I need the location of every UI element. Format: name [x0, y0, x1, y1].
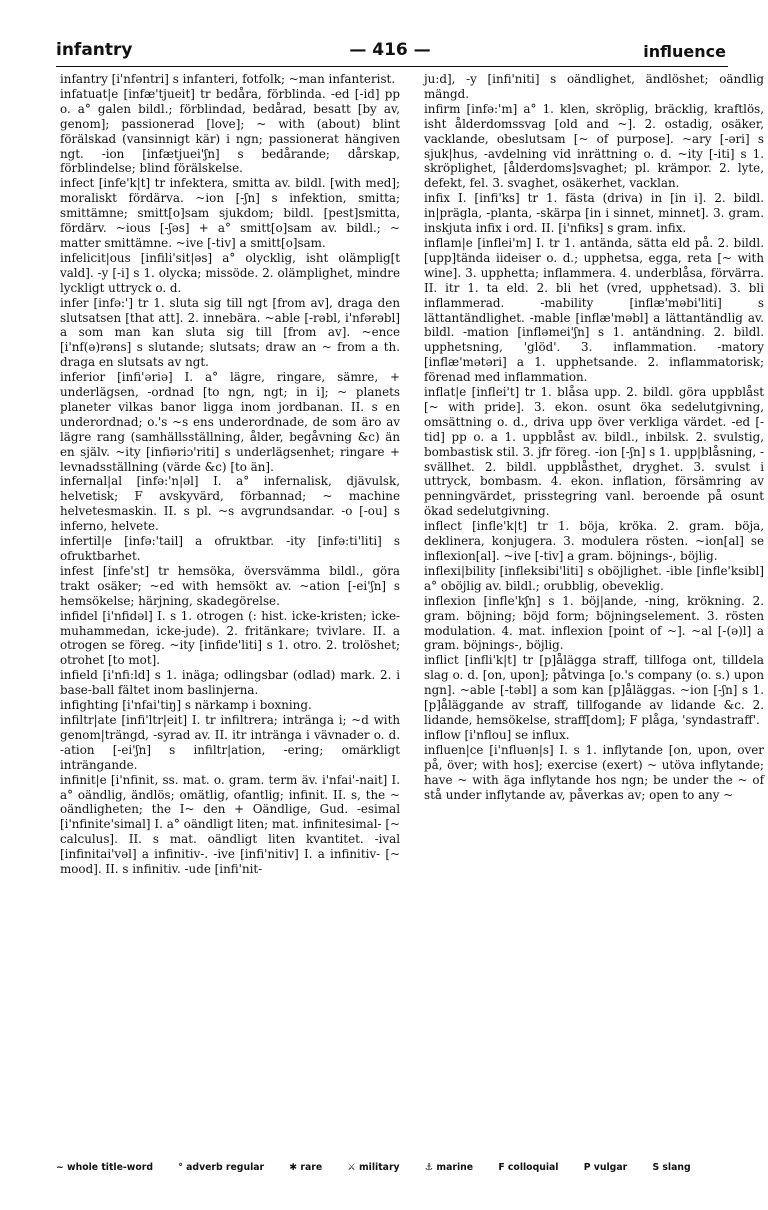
- entry: infinit|e [i'nfinit, ss. mat. o. gram. term äv. i'nfai'-nait] I. a° oändlig, ändlös; omätlig, ofantlig; infinit. II. s, the ~ oändligheten; the I~ den + Oändlige, Gud. -esimal [i'nfinite'simal] I. a° oändligt liten; mat. infinitesimal- [~ calculus]. II. s mat. oändligt liten kvantitet. -ival [infinitai'vəl] a infinitiv-. -ive [infi'nitiv] I. a infinitiv- [~ mood]. II. s infinitiv. -ude [infi'nit-: [60, 772, 400, 877]
- entry: infer [infə:'] tr 1. sluta sig till ngt [from av], draga den slutsatsen [that att]. 2. innebära. ~able [-rəbl, i'nfərəbl] a som man kan sluta sig till [from av]. ~ence [i'nf(ə)rəns] s slutande; slutsats; draw an ~ from a th. draga en slutsats av ngt.: [60, 295, 400, 370]
- entry: inflam|e [inflei'm] I. tr 1. antända, sätta eld på. 2. bildl. [upp]tända iideiser o. d.; upphetsa, egga, reta [~ with wine]. 3. upphetta; inflammera. 4. underblåsa, förvärra. II. itr 1. ta eld. 2. bli het (vred, upphetsad). 3. bli inflammerad. -mability [inflæ'məbi'liti] s lättantändlighet. -mable [inflæ'məbl] a lättantändlig av. bildl. -mation [infləmei'ʃn] s 1. antändning. 2. bildl. upphetsning, 'glöd'. 3. inflammation. -matory [inflæ'mətəri] a 1. upphetsande. 2. inflammatorisk; förenad med inflammation.: [424, 235, 764, 385]
- right-guide-word: influence: [643, 42, 726, 61]
- entry: infantry [i'nfəntri] s infanteri, fotfolk; ~man infanterist.: [60, 72, 396, 86]
- entry: inflict [infli'k|t] tr [p]ålägga straff, tillfoga ont, tilldela slag o. d. [on, upon]; påtvinga [o.'s company (o. s.) upon ngn]. ~able [-təbl] a som kan [p]åläggas. ~ion [-ʃn] s 1. [p]åläggande av straff, tillfogande av lidande &c. 2. lidande, hemsökelse, straff[dom]; F plåga, 'syndastraff'.: [424, 653, 764, 727]
- legend-item: ⚓ marine: [424, 1162, 474, 1173]
- entry: infield [i'nfi:ld] s 1. inäga; odlingsbar (odlad) mark. 2. i base-ball fältet inom baslinjerna.: [60, 668, 400, 698]
- entry: infighting [i'nfai'tiŋ] s närkamp i boxning.: [60, 698, 312, 713]
- entry: infect [infe'k|t] tr infektera, smitta av. bildl. [with med]; moraliskt fördärva. ~ion [-ʃn] s infektion, smitta; smittämne; smitt[o]sam sjukdom; bildl. [pest]smitta, fördärv. ~ious [-ʃəs] + a° smitt[o]sam av. bildl.; ~ matter smittämne. ~ive [-tiv] a smitt[o]sam.: [60, 176, 400, 250]
- entry: inflect [infle'k|t] tr 1. böja, kröka. 2. gram. böja, deklinera, konjugera. 3. modulera rösten. ~ion[al] se inflexion[al]. ~ive [-tiv] a gram. böjnings-, böjlig.: [424, 519, 764, 563]
- page-header: [52, 36, 728, 66]
- entry: inflexion [infle'kʃn] s 1. böj|ande, -ning, krökning. 2. gram. böjning; böjd form; böjningselement. 3. rösten modulation. 4. mat. inflexion [point of ~]. ~al [-(ə)l] a gram. böjnings-, böjlig.: [424, 593, 764, 653]
- entry: inflow [i'nflou] se influx.: [424, 727, 570, 742]
- legend-item: ° adverb regular: [178, 1162, 265, 1173]
- legend-item: ~ whole title-word: [56, 1162, 153, 1173]
- entry: infatuat|e [infæ'tjueit] tr bedåra, förblinda. -ed [-id] pp o. a° galen bildl.; förblindad, bedårad, besatt [by av, genom]; passionerad [love]; ~ with (about) blint förälskad (vansinnigt kär) i ngn; passionerat hängiven ngt. -ion [infætjuei'ʃn] s bedårande; dårskap, förblindelse; blind förälskelse.: [60, 86, 400, 176]
- legend-item: F colloquial: [498, 1162, 559, 1173]
- entry: influen|ce [i'nfluən|s] I. s 1. inflytande [on, upon, over på, över; with hos]; exercise (exert) ~ utöva inflytande; have ~ with äga inflytande hos ngn; be under the ~ of stå under inflytande av, påverkas av; open to any ~: [424, 742, 764, 802]
- legend-item: S slang: [652, 1162, 691, 1173]
- legend-item: P vulgar: [583, 1162, 628, 1173]
- entry: infiltr|ate [infi'ltr|eit] I. tr infiltrera; intränga i; ~d with genom|trängd, -syrad av. II. itr intränga i vävnader o. d. -ation [-ei'ʃn] s infiltr|ation, -ering; omärkligt inträngande.: [60, 712, 400, 772]
- entry: inferior [infi'əriə] I. a° lägre, ringare, sämre, + underlägsen, -ordnad [to ngn, ngt; in i]; ~ planets planeter vilkas banor ligga inom jordbanan. II. s en underordnad; o.'s ~s ens underordnade, de som äro av lägre rang (samhällsställning, ålder, begåvning &c) än en själv. ~ity [infiəriɔ'riti] s underlägsenhet; ringare + levnadsställning (värde &c) [to än].: [60, 370, 400, 474]
- entry: infertil|e [infə:'tail] a ofruktbar. -ity [infə:ti'liti] s ofruktbarhet.: [60, 534, 400, 563]
- legend-item: ⚔ military: [347, 1162, 400, 1173]
- entry: infelicit|ous [infili'sit|əs] a° olycklig, isht olämplig[t vald]. -y [-i] s 1. olycka; missöde. 2. olämplighet, mindre lyckligt uttryck o. d.: [60, 250, 400, 295]
- entry: infix I. [infi'ks] tr 1. fästa (driva) in [in i]. 2. bildl. in|prägla, -planta, -skärpa [in i sinnet, minnet]. 3. gram. inskjuta infix i ord. II. [i'nfiks] s gram. infix.: [424, 191, 764, 236]
- left-column: [60, 72, 400, 877]
- left-guide-word: infantry: [56, 40, 133, 60]
- entry: infest [infe'st] tr hemsöka, översvämma bildl., göra trakt osäker; ~ed with hemsökt av. ~ation [-ei'ʃn] s hemsökelse; härjning, skadegörelse.: [60, 563, 400, 608]
- symbol-legend: [56, 1162, 728, 1176]
- entry: inflexi|bility [infleksibi'liti] s oböjlighet. -ible [infle'ksibl] a° oböjlig av. bildl.; orubblig, obeveklig.: [424, 563, 764, 593]
- legend-item: ✱ rare: [289, 1162, 323, 1173]
- entry: infidel [i'nfidəl] I. s 1. otrogen (: hist. icke-kristen; icke-muhammedan, icke-jude). 2. fritänkare; tvivlare. II. a otrogen se föreg. ~ity [infide'liti] s 1. otro. 2. trolöshet; otrohet [to mot].: [60, 608, 400, 668]
- right-column: [424, 72, 764, 802]
- entry: ju:d], -y [infi'niti] s oändlighet, ändlöshet; oändlig mängd.: [424, 72, 764, 101]
- header-rule: [56, 66, 728, 67]
- entry: inflat|e [inflei't] tr 1. blåsa upp. 2. bildl. göra uppblåst [~ with pride]. 3. ekon. osunt öka sedelutgivning, omsättning o. d., driva upp över verkliga värdet. -ed [-tid] pp o. a 1. uppblåst av. bildl., inbilsk. 2. svulstig, bombastisk stil. 3. jfr föreg. -ion [-ʃn] s 1. upp|blåsning, -svällhet. 2. bildl. uppblåsthet, dryghet. 3. svulst i uttryck, bombasm. 4. ekon. inflation, försämring av penningvärdet, prisstegring vanl. beroende på osunt ökad sedelutgivning.: [424, 385, 764, 519]
- entry: infirm [infə:'m] a° 1. klen, skröplig, bräcklig, kraftlös, isht ålderdomssvag [old and ~]. 2. ostadig, osäker, vacklande, obeslutsam [~ of purpose]. ~ary [-əri] s sjuk|hus, -avdelning vid inrättning o. d. ~ity [-iti] s 1. skröplighet, [ålderdoms]svaghet; pl. krämpor. 2. lyte, defekt, fel. 3. svaghet, osäkerhet, vacklan.: [424, 101, 764, 191]
- page-number: — 416 —: [349, 40, 431, 60]
- entry: infernal|al [infə:'n|əl] I. a° infernalisk, djävulsk, helvetisk; F avskyvärd, förbannad; ~ machine helvetesmaskin. II. s pl. ~s avgrundsandar. -o [-ou] s inferno, helvete.: [60, 474, 400, 534]
